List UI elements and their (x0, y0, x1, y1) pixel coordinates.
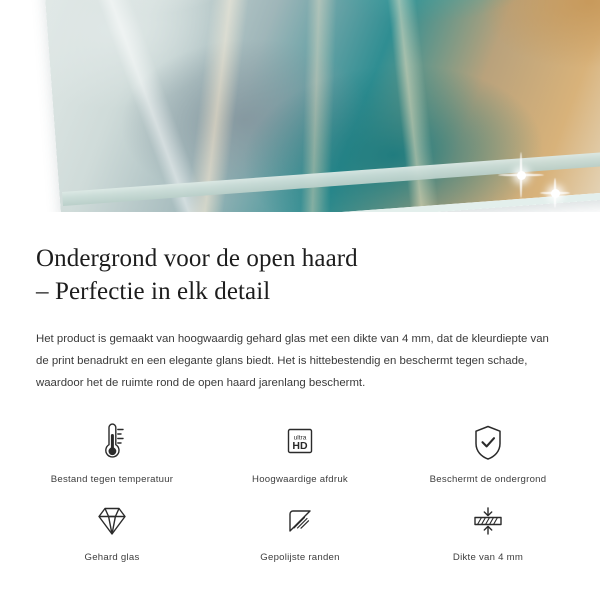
page-title-line-1: Ondergrond voor de open haard (36, 245, 358, 272)
svg-text:ultra: ultra (293, 434, 307, 442)
diamond-icon (90, 499, 134, 543)
feature-item-temperature (18, 421, 206, 485)
hero-image (0, 0, 600, 212)
shield-check-icon (468, 421, 508, 465)
description-paragraph: Het product is gemaakt van hoogwaardig gehard glas met een dikte van 4 mm, dat de kleurdiepte van de print benadrukt en een elegante glans biedt. Het is hittebestendig en beschermt tegen schade, waardoor het de ruimte rond de open haard jarenlang beschermt. (36, 333, 549, 390)
feature-label: Gehard glas (84, 551, 140, 563)
feature-item-polished-edges (206, 499, 394, 563)
thickness-4mm-icon (466, 499, 510, 543)
feature-label: Beschermt de ondergrond (429, 473, 547, 485)
page-title-line-2: – Perfectie in elk detail (36, 278, 271, 305)
feature-label: Gepolijste randen (260, 551, 340, 563)
feature-item-print-quality (206, 421, 394, 485)
svg-text:HD: HD (292, 439, 308, 452)
page-title (36, 242, 564, 308)
feature-label: Hoogwaardige afdruk (252, 473, 348, 485)
thermometer-icon (92, 421, 132, 465)
glass-panel-marble-art (0, 0, 600, 212)
feature-item-surface-protection (394, 421, 582, 485)
polished-edge-icon (280, 499, 320, 543)
ultra-hd-icon (280, 421, 320, 465)
feature-grid (0, 421, 600, 563)
feature-item-tempered-glass (18, 499, 206, 563)
content-block (0, 212, 600, 395)
feature-label: Dikte van 4 mm (452, 551, 524, 563)
feature-item-thickness (394, 499, 582, 563)
feature-label: Bestand tegen temperatuur (50, 473, 174, 485)
